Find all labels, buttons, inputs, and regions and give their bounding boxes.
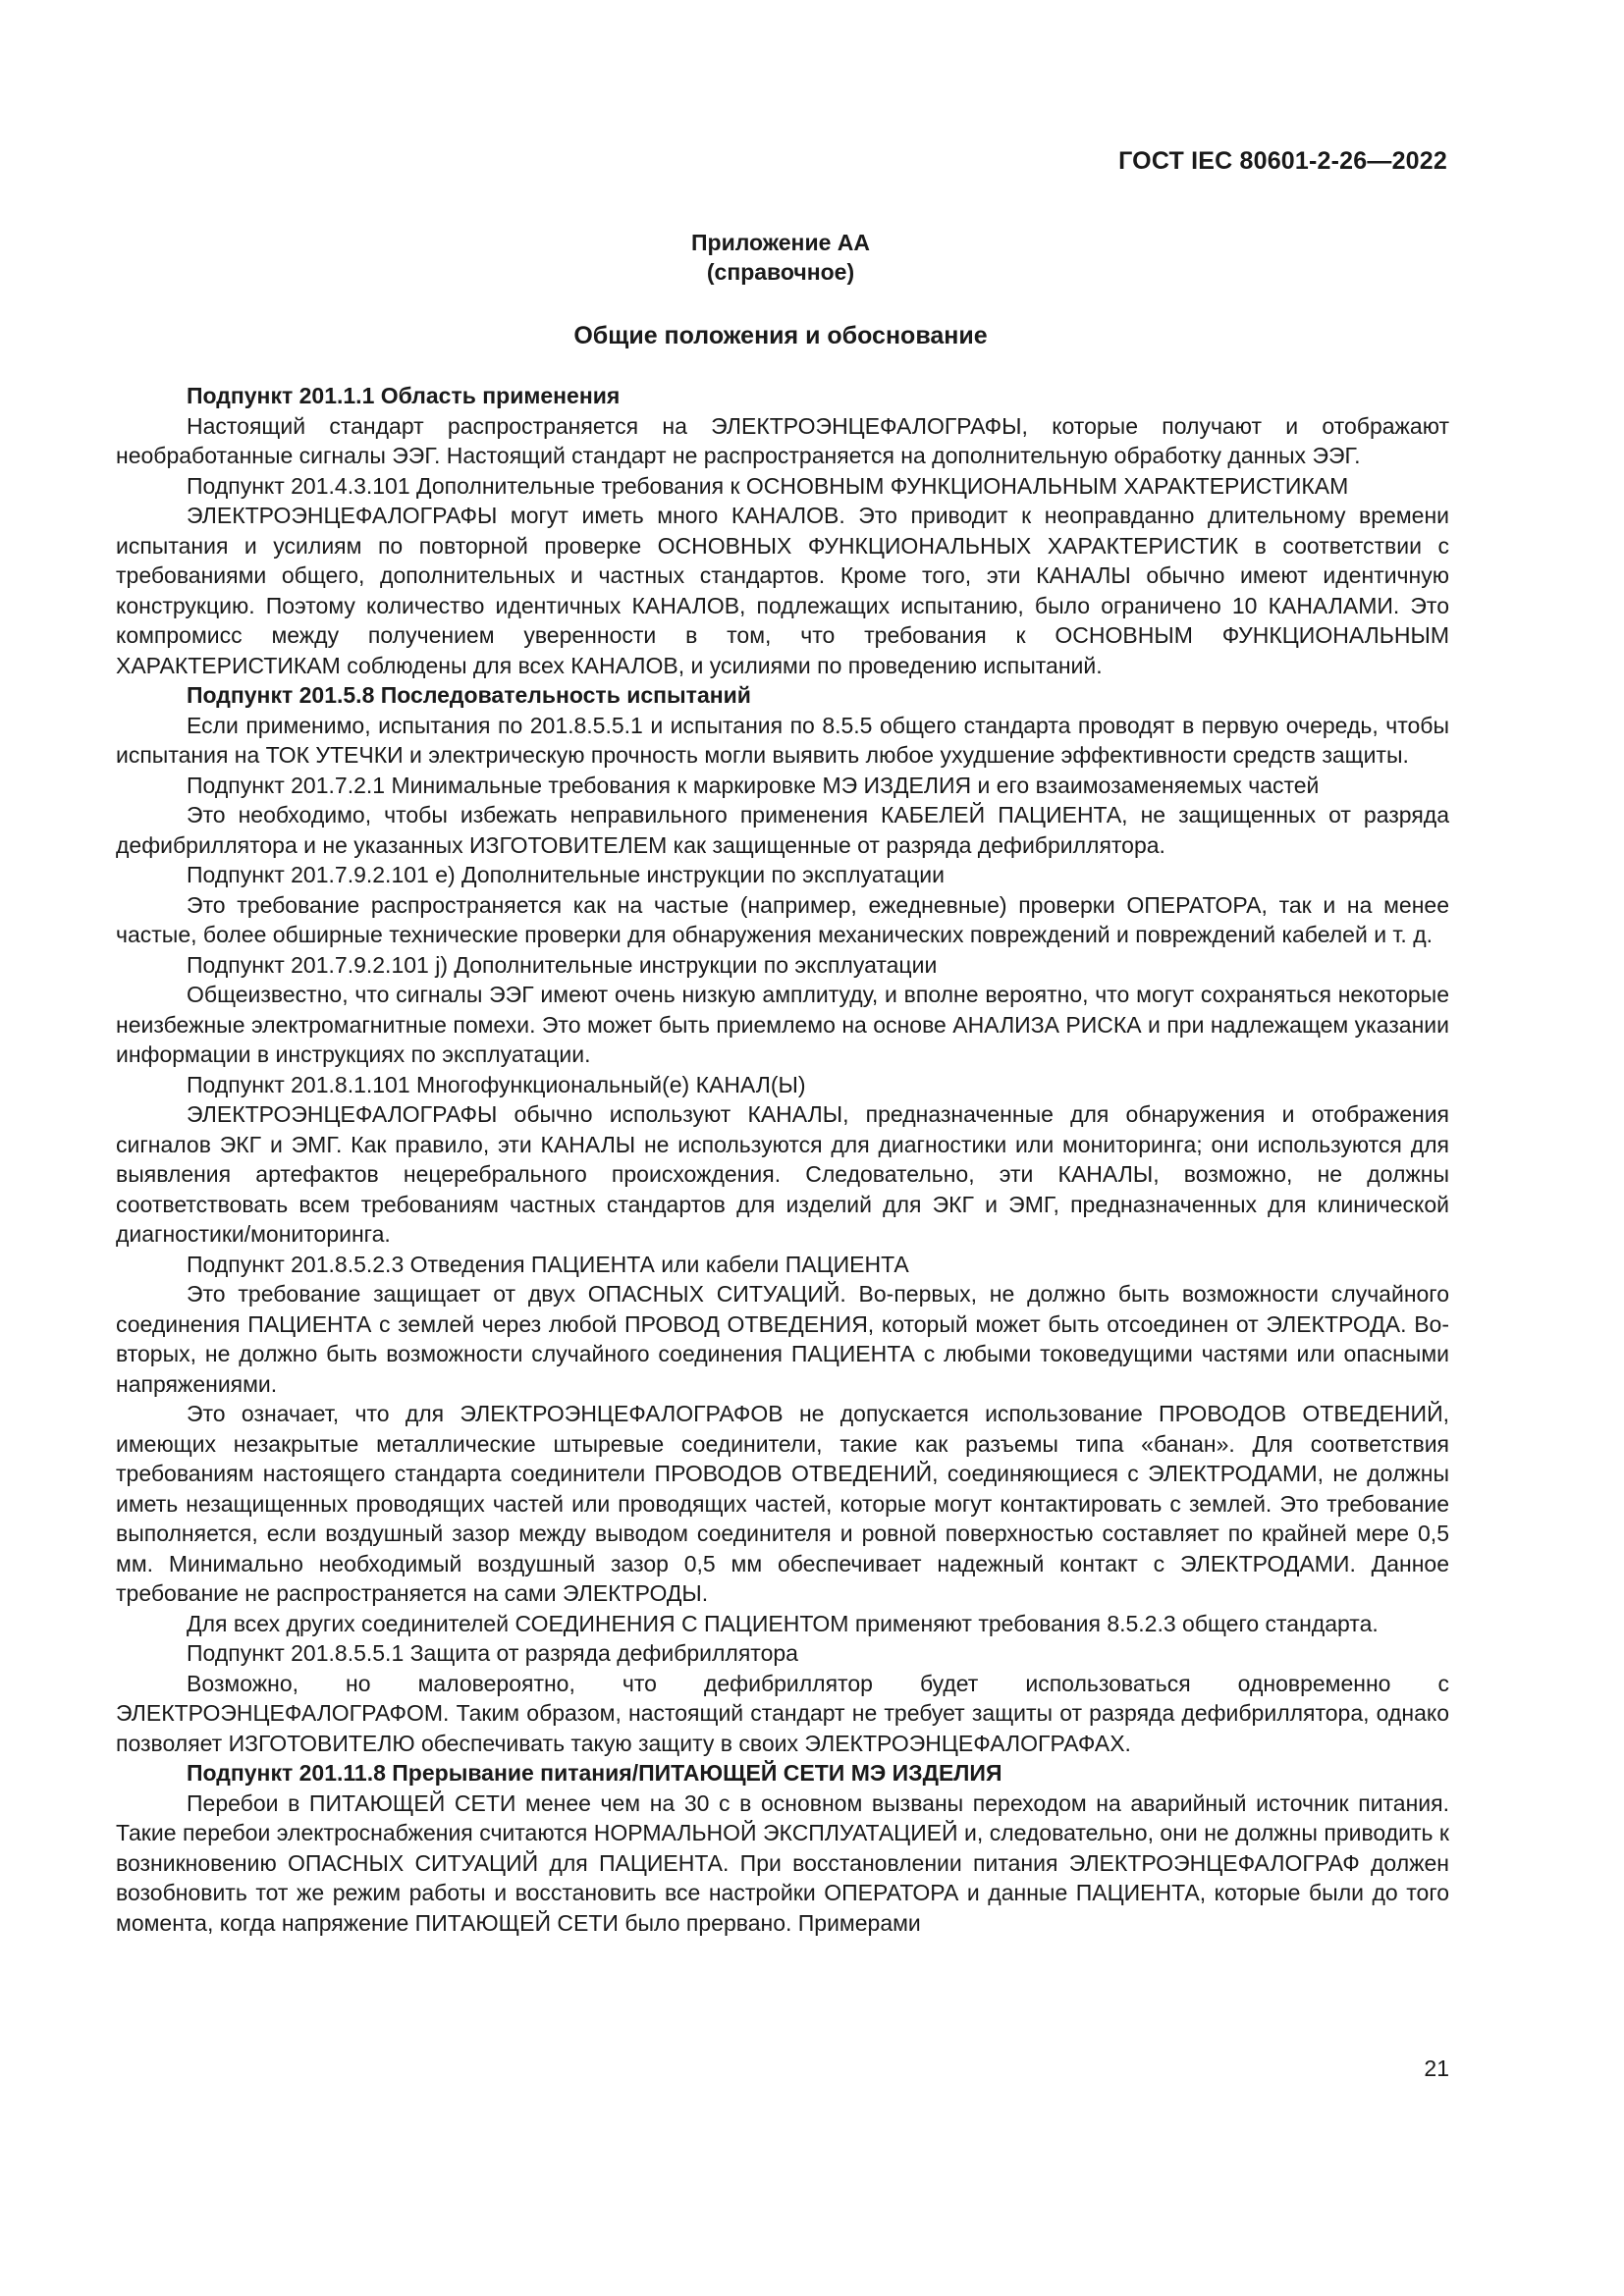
paragraph: Возможно, но маловероятно, что дефибриллятор будет использоваться одновременно с ЭЛЕКТРОЭНЦЕФАЛОГРАФОМ. Таким образом, настоящий стандарт не требует защиты от разряда дефибриллятора, однако позволяет ИЗГОТОВИТЕЛЮ обеспечивать такую защиту в своих ЭЛЕКТРОЭНЦЕФАЛОГРАФАХ. bbox=[116, 1670, 1449, 1756]
annex-subtitle: (справочное) bbox=[706, 259, 855, 285]
paragraph: Перебои в ПИТАЮЩЕЙ СЕТИ менее чем на 30 с в основном вызваны переходом на аварийный источник питания. Такие перебои электроснабжения считаются НОРМАЛЬНОЙ ЭКСПЛУАТАЦИЕЙ и, следовательно, они не должны приводить к возникновению ОПАСНЫХ СИТУАЦИЙ для ПАЦИЕНТА. При восстановлении питания ЭЛЕКТРОЭНЦЕФАЛОГРАФ должен возобновить тот же режим работы и восстановить все настройки ОПЕРАТОРА и данные ПАЦИЕНТА, которые были до того момента, когда напряжение ПИТАЮЩЕЙ СЕТИ было прервано. Примерами bbox=[116, 1789, 1449, 1936]
page-number: 21 bbox=[1424, 2056, 1449, 2081]
paragraph: Для всех других соединителей СОЕДИНЕНИЯ С ПАЦИЕНТОМ применяют требования 8.5.2.3 общего стандарта. bbox=[187, 1610, 1379, 1636]
paragraph: Подпункт 201.8.1.101 Многофункциональный(е) КАНАЛ(Ы) bbox=[187, 1071, 806, 1097]
paragraph: ЭЛЕКТРОЭНЦЕФАЛОГРАФЫ обычно используют КАНАЛЫ, предназначенные для обнаружения и отображения сигналов ЭКГ и ЭМГ. Как правило, эти КАНАЛЫ не используются для диагностики или мониторинга; они используются для выявления артефактов нецеребрального происхождения. Следовательно, эти КАНАЛЫ, возможно, не должны соответствовать всем требованиям частных стандартов для изделий для ЭКГ и ЭМГ, предназначенных для клинической диагностики/мониторинга. bbox=[116, 1101, 1449, 1247]
paragraph: Подпункт 201.7.2.1 Минимальные требования к маркировке МЭ ИЗДЕЛИЯ и его взаимозаменяемых частей bbox=[187, 772, 1320, 798]
paragraph: Настоящий стандарт распространяется на ЭЛЕКТРОЭНЦЕФАЛОГРАФЫ, которые получают и отображают необработанные сигналы ЭЭГ. Настоящий стандарт не распространяется на дополнительную обработку данных ЭЭГ. bbox=[116, 412, 1449, 468]
paragraph: Если применимо, испытания по 201.8.5.5.1 и испытания по 8.5.5 общего стандарта проводят в первую очередь, чтобы испытания на ТОК УТЕЧКИ и электрическую прочность могли выявить любое ухудшение эффективности средств защиты. bbox=[116, 712, 1449, 768]
paragraph: Подпункт 201.7.9.2.101 е) Дополнительные инструкции по эксплуатации bbox=[187, 862, 945, 887]
paragraph: Подпункт 201.8.5.2.3 Отведения ПАЦИЕНТА или кабели ПАЦИЕНТА bbox=[187, 1251, 909, 1277]
paragraph: ЭЛЕКТРОЭНЦЕФАЛОГРАФЫ могут иметь много КАНАЛОВ. Это приводит к неоправданно длительному времени испытания и усилиям по повторной проверке ОСНОВНЫХ ФУНКЦИОНАЛЬНЫХ ХАРАКТЕРИСТИК в соответствии с требованиями общего, дополнительных и частных стандартов. Кроме того, эти КАНАЛЫ обычно имеют идентичную конструкцию. Поэтому количество идентичных КАНАЛОВ, подлежащих испытанию, было ограничено 10 КАНАЛАМИ. Это компромисс между получением уверенности в том, что требования к ОСНОВНЫМ ФУНКЦИОНАЛЬНЫМ ХАРАКТЕРИСТИКАМ соблюдены для всех КАНАЛОВ, и усилиями по проведению испытаний. bbox=[116, 503, 1449, 678]
document-id: ГОСТ IEC 80601-2-26—2022 bbox=[1118, 147, 1447, 175]
paragraph: Подпункт 201.8.5.5.1 Защита от разряда дефибриллятора bbox=[187, 1640, 798, 1666]
paragraph: Подпункт 201.7.9.2.101 j) Дополнительные инструкции по эксплуатации bbox=[187, 951, 938, 978]
paragraph: Общеизвестно, что сигналы ЭЭГ имеют очень низкую амплитуду, и вполне вероятно, что могут сохраняться некоторые неизбежные электромагнитные помехи. Это может быть приемлемо на основе АНАЛИЗА РИСКА и при надлежащем указании информации в инструкциях по эксплуатации. bbox=[116, 982, 1449, 1067]
paragraph: Это означает, что для ЭЛЕКТРОЭНЦЕФАЛОГРАФОВ не допускается использование ПРОВОДОВ ОТВЕДЕНИЙ, имеющих незакрытые металлические штыревые соединители, такие как разъемы типа «банан». Для соответствия требованиям настоящего стандарта соединители ПРОВОДОВ ОТВЕДЕНИЙ, соединяющиеся с ЭЛЕКТРОДАМИ, не должны иметь незащищенных проводящих частей или проводящих частей, которые могут контактировать с землей. Это требование выполняется, если воздушный зазор между выводом соединителя и ровной поверхностью составляет по крайней мере 0,5 мм. Минимально необходимый воздушный зазор 0,5 мм обеспечивает надежный контакт с ЭЛЕКТРОДАМИ. Данное требование не распространяется на сами ЭЛЕКТРОДЫ. bbox=[116, 1401, 1449, 1606]
annex-heading bbox=[0, 228, 1561, 287]
paragraph: Подпункт 201.4.3.101 Дополнительные требования к ОСНОВНЫМ ФУНКЦИОНАЛЬНЫМ ХАРАКТЕРИСТИКАМ bbox=[187, 472, 1349, 499]
paragraph: Это необходимо, чтобы избежать неправильного применения КАБЕЛЕЙ ПАЦИЕНТА, не защищенных от разряда дефибриллятора и не указанных ИЗГОТОВИТЕЛЕМ как защищенные от разряда дефибриллятора. bbox=[116, 802, 1449, 858]
paragraph: Это требование распространяется как на частые (например, ежедневные) проверки ОПЕРАТОРА, так и на менее частые, более обширные технические проверки для обнаружения механических повреждений и повреждений кабелей и т. д. bbox=[116, 891, 1449, 947]
paragraph: Подпункт 201.11.8 Прерывание питания/ПИТАЮЩЕЙ СЕТИ МЭ ИЗДЕЛИЯ bbox=[187, 1760, 1002, 1786]
annex-title: Приложение АА bbox=[690, 230, 870, 255]
document-body bbox=[116, 381, 1449, 1938]
section-title: Общие положения и обоснование bbox=[573, 322, 988, 349]
paragraph: Это требование защищает от двух ОПАСНЫХ СИТУАЦИЙ. Во-первых, не должно быть возможности случайного соединения ПАЦИЕНТА с землей через любой ПРОВОД ОТВЕДЕНИЯ, который может быть отсоединен от ЭЛЕКТРОДА. Во-вторых, не должно быть возможности случайного соединения ПАЦИЕНТА с любыми токоведущими частями или опасными напряжениями. bbox=[116, 1281, 1449, 1397]
paragraph: Подпункт 201.5.8 Последовательность испытаний bbox=[187, 682, 751, 708]
paragraph: Подпункт 201.1.1 Область применения bbox=[187, 383, 621, 408]
